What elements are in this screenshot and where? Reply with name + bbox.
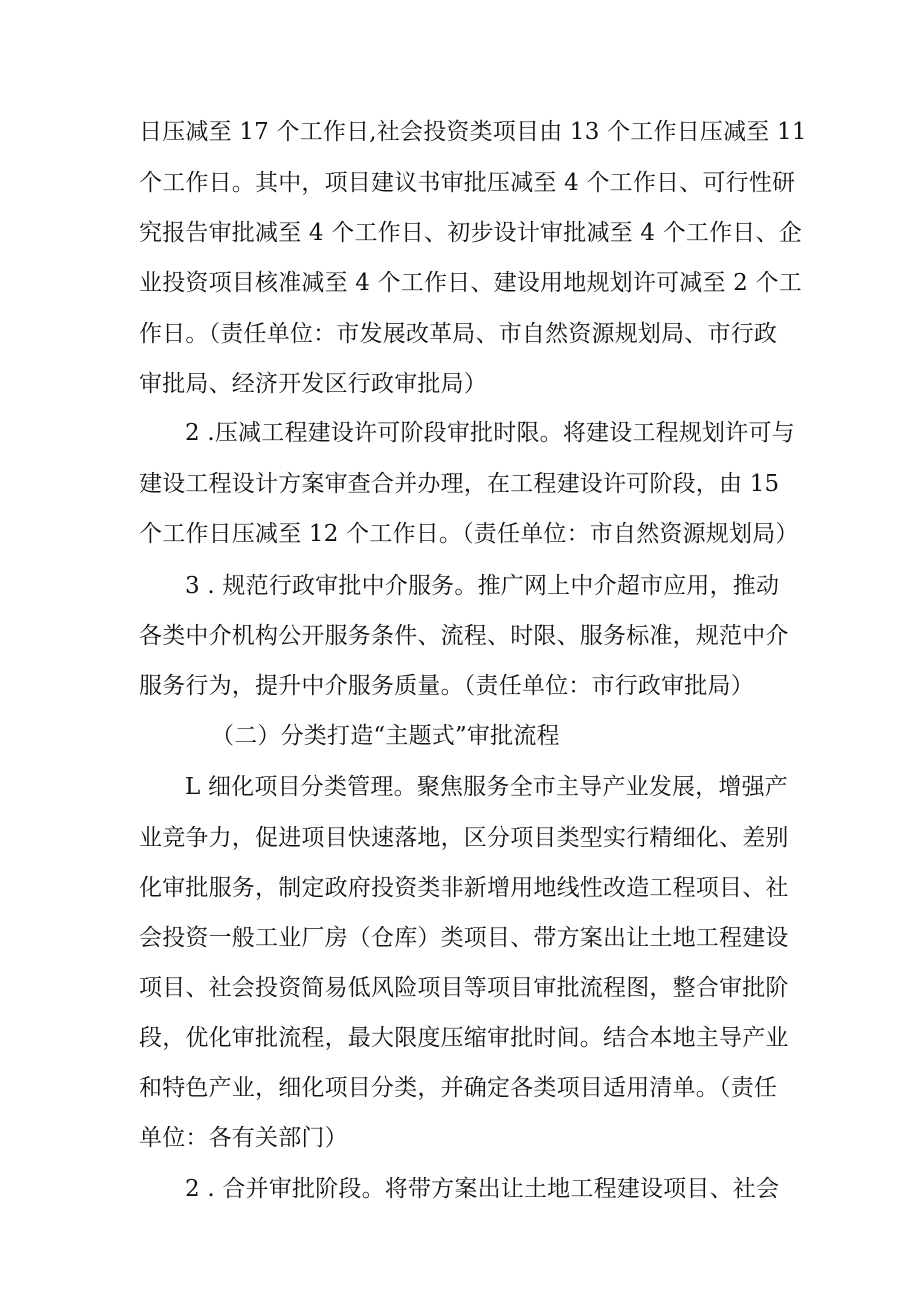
text-line-22: 2 . 合并审批阶段。将带方案出让土地工程建设项目、社会 bbox=[185, 1176, 780, 1202]
text-line-5: 作日。（责任单位：市发展改革局、市自然资源规划局、市行政 bbox=[139, 321, 778, 347]
text-line-10: 3 . 规范行政审批中介服务。推广网上中介超市应用，推动 bbox=[185, 573, 780, 599]
text-line-12: 服务行为，提升中介服务质量。（责任单位：市行政审批局） bbox=[139, 673, 754, 699]
text-line-6: 审批局、经济开发区行政审批局） bbox=[139, 371, 487, 397]
text-line-11: 各类中介机构公开服务条件、流程、时限、服务标准，规范中介 bbox=[139, 623, 789, 649]
text-line-3: 究报告审批减至 4 个工作日、初步设计审批减至 4 个工作日、企 bbox=[139, 220, 802, 246]
text-line-8: 建设工程设计方案审查合并办理，在工程建设许可阶段，由 15 bbox=[139, 471, 780, 497]
text-line-18: 项目、社会投资简易低风险项目等项目审批流程图，整合审批阶 bbox=[139, 975, 789, 1001]
text-line-7: 2 .压减工程建设许可阶段审批时限。将建设工程规划许可与 bbox=[185, 420, 795, 446]
text-line-2: 个工作日。其中，项目建议书审批压减至 4 个工作日、可行性研 bbox=[139, 170, 796, 196]
text-line-16: 化审批服务，制定政府投资类非新增用地线性改造工程项目、社 bbox=[139, 875, 789, 901]
text-line-20: 和特色产业，细化项目分类，并确定各类项目适用清单。（责任 bbox=[139, 1075, 778, 1101]
section-heading: （二）分类打造“主题式”审批流程 bbox=[211, 723, 560, 749]
text-line-14: L 细化项目分类管理。聚焦服务全市主导产业发展，增强产 bbox=[185, 774, 788, 800]
text-line-21: 单位：各有关部门） bbox=[139, 1125, 348, 1151]
text-line-4: 业投资项目核准减至 4 个工作日、建设用地规划许可减至 2 个工 bbox=[139, 270, 802, 296]
text-line-19: 段，优化审批流程，最大限度压缩审批时间。结合本地主导产业 bbox=[139, 1025, 789, 1051]
text-line-15: 业竞争力，促进项目快速落地，区分项目类型实行精细化、差别 bbox=[139, 825, 789, 851]
text-line-1: 日压减至 17 个工作日,社会投资类项目由 13 个工作日压减至 11 bbox=[139, 119, 807, 145]
text-line-17: 会投资一般工业厂房（仓库）类项目、带方案出让土地工程建设 bbox=[139, 925, 789, 951]
text-line-9: 个工作日压减至 12 个工作日。（责任单位：市自然资源规划局） bbox=[139, 521, 799, 547]
